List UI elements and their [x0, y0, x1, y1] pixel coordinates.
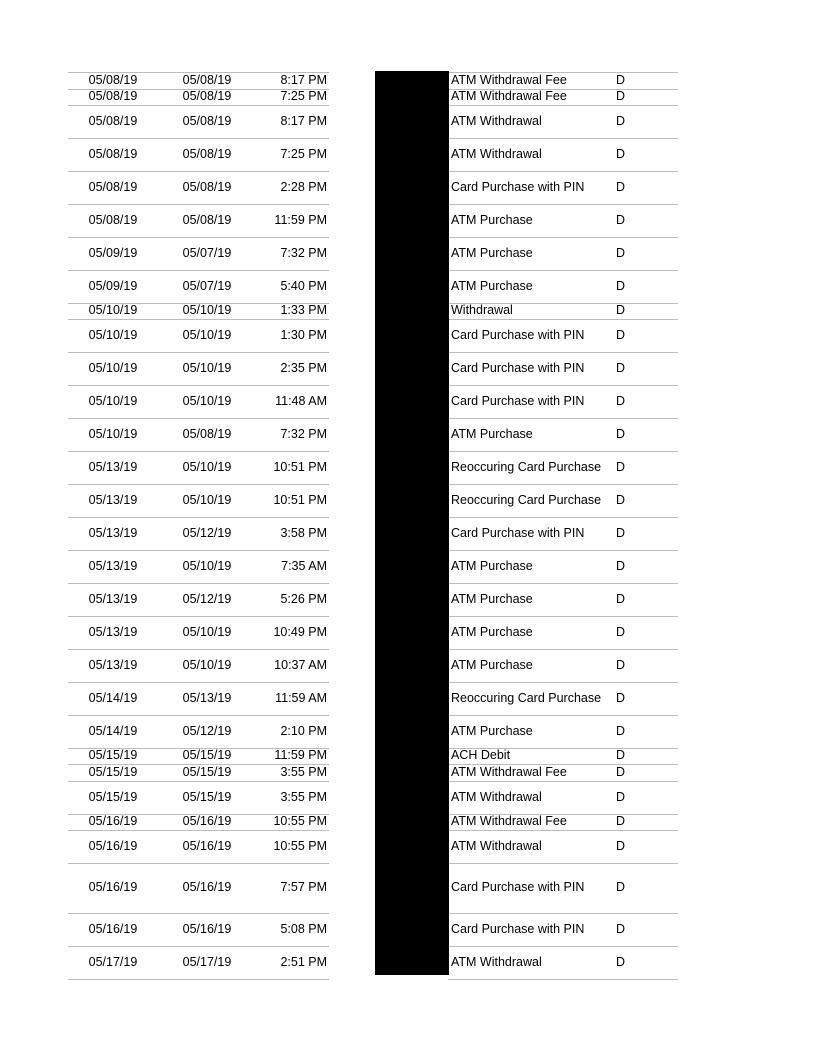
transaction-description: Reoccuring Card Purchase	[451, 691, 602, 705]
posted-date: 05/08/19	[88, 147, 138, 161]
row-divider	[448, 418, 678, 419]
row-divider	[448, 583, 678, 584]
transaction-time: 10:49 PM	[273, 625, 327, 639]
transaction-description: ACH Debit	[451, 748, 511, 762]
transaction-date: 05/10/19	[182, 328, 232, 342]
transaction-date: 05/10/19	[182, 625, 232, 639]
transaction-description: ATM Purchase	[451, 279, 533, 293]
transaction-time: 3:58 PM	[280, 526, 327, 540]
row-divider	[448, 385, 678, 386]
row-divider	[68, 352, 329, 353]
transaction-time: 5:26 PM	[280, 592, 327, 606]
transaction-time: 7:32 PM	[280, 246, 327, 260]
transaction-type: D	[616, 114, 626, 128]
transaction-description: ATM Purchase	[451, 625, 533, 639]
transaction-time: 1:33 PM	[280, 303, 327, 317]
transaction-date: 05/12/19	[182, 526, 232, 540]
transaction-description: Card Purchase with PIN	[451, 394, 585, 408]
posted-date: 05/15/19	[88, 748, 138, 762]
transaction-date: 05/12/19	[182, 724, 232, 738]
transaction-type: D	[616, 73, 626, 87]
transaction-time: 8:17 PM	[280, 73, 327, 87]
posted-date: 05/17/19	[88, 955, 138, 969]
transaction-time: 11:59 AM	[275, 691, 327, 705]
transaction-date: 05/07/19	[182, 246, 232, 260]
transaction-type: D	[616, 691, 626, 705]
row-divider	[448, 517, 678, 518]
posted-date: 05/09/19	[88, 279, 138, 293]
posted-date: 05/08/19	[88, 213, 138, 227]
transaction-date: 05/10/19	[182, 460, 232, 474]
transaction-description: ATM Purchase	[451, 246, 533, 260]
transaction-type: D	[616, 765, 626, 779]
transaction-type: D	[616, 658, 626, 672]
transaction-date: 05/13/19	[182, 691, 232, 705]
transaction-description: ATM Purchase	[451, 559, 533, 573]
row-divider	[448, 171, 678, 172]
transaction-description: ATM Withdrawal Fee	[451, 765, 567, 779]
row-divider	[448, 451, 678, 452]
transaction-type: D	[616, 213, 626, 227]
row-divider	[448, 138, 678, 139]
transaction-date: 05/08/19	[182, 180, 232, 194]
transaction-date: 05/08/19	[182, 114, 232, 128]
transaction-description: ATM Withdrawal Fee	[451, 89, 567, 103]
row-divider	[68, 583, 329, 584]
transaction-date: 05/10/19	[182, 559, 232, 573]
row-divider	[448, 352, 678, 353]
transaction-type: D	[616, 839, 626, 853]
row-divider	[68, 204, 329, 205]
transaction-time: 2:35 PM	[280, 361, 327, 375]
transaction-time: 8:17 PM	[280, 114, 327, 128]
transaction-description: ATM Withdrawal Fee	[451, 814, 567, 828]
transaction-date: 05/15/19	[182, 748, 232, 762]
transaction-date: 05/10/19	[182, 394, 232, 408]
posted-date: 05/10/19	[88, 303, 138, 317]
row-divider	[68, 682, 329, 683]
row-divider	[68, 418, 329, 419]
posted-date: 05/13/19	[88, 460, 138, 474]
transaction-type: D	[616, 328, 626, 342]
posted-date: 05/10/19	[88, 361, 138, 375]
transaction-date: 05/10/19	[182, 303, 232, 317]
row-divider	[68, 863, 329, 864]
row-divider	[68, 979, 329, 980]
row-divider	[448, 616, 678, 617]
row-divider	[68, 105, 329, 106]
transaction-type: D	[616, 460, 626, 474]
row-divider	[68, 171, 329, 172]
posted-date: 05/13/19	[88, 493, 138, 507]
row-divider	[68, 517, 329, 518]
transaction-description: ATM Purchase	[451, 427, 533, 441]
transaction-type: D	[616, 724, 626, 738]
transaction-date: 05/17/19	[182, 955, 232, 969]
posted-date: 05/15/19	[88, 790, 138, 804]
transaction-type: D	[616, 748, 626, 762]
row-divider	[68, 237, 329, 238]
transaction-type: D	[616, 625, 626, 639]
row-divider	[68, 913, 329, 914]
transaction-type: D	[616, 592, 626, 606]
row-divider	[68, 319, 329, 320]
posted-date: 05/14/19	[88, 724, 138, 738]
row-divider	[448, 649, 678, 650]
posted-date: 05/13/19	[88, 559, 138, 573]
transaction-time: 2:28 PM	[280, 180, 327, 194]
transaction-time: 10:55 PM	[273, 814, 327, 828]
transaction-date: 05/16/19	[182, 814, 232, 828]
transaction-description: ATM Purchase	[451, 658, 533, 672]
posted-date: 05/16/19	[88, 922, 138, 936]
row-divider	[68, 715, 329, 716]
transaction-type: D	[616, 89, 626, 103]
transaction-time: 10:37 AM	[274, 658, 327, 672]
transaction-type: D	[616, 279, 626, 293]
transaction-description: Card Purchase with PIN	[451, 180, 585, 194]
transaction-type: D	[616, 361, 626, 375]
transaction-time: 2:51 PM	[280, 955, 327, 969]
row-divider	[448, 830, 678, 831]
posted-date: 05/13/19	[88, 526, 138, 540]
transaction-date: 05/08/19	[182, 213, 232, 227]
transaction-type: D	[616, 790, 626, 804]
transaction-date: 05/10/19	[182, 493, 232, 507]
transaction-type: D	[616, 493, 626, 507]
row-divider	[448, 946, 678, 947]
row-divider	[68, 385, 329, 386]
row-divider	[448, 204, 678, 205]
row-divider	[448, 979, 678, 980]
transaction-type: D	[616, 303, 626, 317]
transaction-description: ATM Withdrawal	[451, 955, 542, 969]
transaction-description: Reoccuring Card Purchase	[451, 460, 602, 474]
transaction-time: 7:35 AM	[281, 559, 327, 573]
transaction-date: 05/15/19	[182, 790, 232, 804]
row-divider	[448, 550, 678, 551]
transaction-description: ATM Withdrawal	[451, 114, 542, 128]
posted-date: 05/14/19	[88, 691, 138, 705]
transaction-type: D	[616, 559, 626, 573]
transaction-time: 5:08 PM	[280, 922, 327, 936]
row-divider	[68, 138, 329, 139]
transaction-type: D	[616, 955, 626, 969]
transaction-date: 05/16/19	[182, 922, 232, 936]
transaction-description: ATM Withdrawal Fee	[451, 73, 567, 87]
transaction-type: D	[616, 922, 626, 936]
posted-date: 05/09/19	[88, 246, 138, 260]
posted-date: 05/08/19	[88, 89, 138, 103]
transaction-time: 3:55 PM	[280, 790, 327, 804]
posted-date: 05/08/19	[88, 180, 138, 194]
posted-date: 05/13/19	[88, 592, 138, 606]
row-divider	[448, 863, 678, 864]
transaction-type: D	[616, 246, 626, 260]
row-divider	[68, 616, 329, 617]
transaction-date: 05/07/19	[182, 279, 232, 293]
transaction-description: ATM Withdrawal	[451, 147, 542, 161]
transaction-type: D	[616, 394, 626, 408]
redaction-bar	[375, 71, 449, 975]
transaction-date: 05/10/19	[182, 658, 232, 672]
row-divider	[448, 270, 678, 271]
posted-date: 05/08/19	[88, 73, 138, 87]
row-divider	[68, 781, 329, 782]
transaction-description: Withdrawal	[451, 303, 513, 317]
transaction-time: 1:30 PM	[280, 328, 327, 342]
row-divider	[68, 484, 329, 485]
row-divider	[68, 451, 329, 452]
transaction-description: Card Purchase with PIN	[451, 328, 585, 342]
posted-date: 05/15/19	[88, 765, 138, 779]
transaction-description: ATM Withdrawal	[451, 790, 542, 804]
transaction-type: D	[616, 147, 626, 161]
transaction-type: D	[616, 180, 626, 194]
row-divider	[448, 105, 678, 106]
transaction-date: 05/16/19	[182, 880, 232, 894]
transaction-description: Card Purchase with PIN	[451, 361, 585, 375]
transaction-description: Reoccuring Card Purchase	[451, 493, 602, 507]
transaction-time: 2:10 PM	[280, 724, 327, 738]
row-divider	[448, 682, 678, 683]
transaction-date: 05/16/19	[182, 839, 232, 853]
row-divider	[68, 830, 329, 831]
transaction-time: 10:55 PM	[273, 839, 327, 853]
transaction-time: 10:51 PM	[273, 460, 327, 474]
transaction-type: D	[616, 526, 626, 540]
row-divider	[448, 781, 678, 782]
transaction-date: 05/08/19	[182, 73, 232, 87]
row-divider	[448, 913, 678, 914]
row-divider	[68, 649, 329, 650]
row-divider	[448, 715, 678, 716]
posted-date: 05/16/19	[88, 814, 138, 828]
row-divider	[68, 270, 329, 271]
transaction-type: D	[616, 427, 626, 441]
transaction-description: Card Purchase with PIN	[451, 880, 585, 894]
transaction-description: ATM Purchase	[451, 592, 533, 606]
transaction-description: ATM Withdrawal	[451, 839, 542, 853]
posted-date: 05/16/19	[88, 880, 138, 894]
transaction-date: 05/08/19	[182, 89, 232, 103]
transaction-time: 3:55 PM	[280, 765, 327, 779]
transaction-date: 05/08/19	[182, 147, 232, 161]
transaction-description: Card Purchase with PIN	[451, 526, 585, 540]
row-divider	[448, 319, 678, 320]
transaction-time: 7:32 PM	[280, 427, 327, 441]
posted-date: 05/10/19	[88, 328, 138, 342]
posted-date: 05/13/19	[88, 625, 138, 639]
transaction-date: 05/12/19	[182, 592, 232, 606]
posted-date: 05/13/19	[88, 658, 138, 672]
transaction-description: ATM Purchase	[451, 213, 533, 227]
transaction-description: ATM Purchase	[451, 724, 533, 738]
row-divider	[68, 946, 329, 947]
row-divider	[448, 484, 678, 485]
transaction-date: 05/10/19	[182, 361, 232, 375]
posted-date: 05/10/19	[88, 427, 138, 441]
transaction-type: D	[616, 880, 626, 894]
posted-date: 05/10/19	[88, 394, 138, 408]
transaction-time: 10:51 PM	[273, 493, 327, 507]
transaction-date: 05/15/19	[182, 765, 232, 779]
row-divider	[448, 237, 678, 238]
posted-date: 05/08/19	[88, 114, 138, 128]
transaction-description: Card Purchase with PIN	[451, 922, 585, 936]
transaction-time: 5:40 PM	[280, 279, 327, 293]
transaction-date: 05/08/19	[182, 427, 232, 441]
row-divider	[68, 550, 329, 551]
transaction-time: 7:57 PM	[280, 880, 327, 894]
transaction-time: 11:48 AM	[275, 394, 327, 408]
transaction-time: 11:59 PM	[274, 213, 327, 227]
transaction-time: 7:25 PM	[280, 89, 327, 103]
transaction-time: 7:25 PM	[280, 147, 327, 161]
transaction-type: D	[616, 814, 626, 828]
posted-date: 05/16/19	[88, 839, 138, 853]
transaction-time: 11:59 PM	[274, 748, 327, 762]
